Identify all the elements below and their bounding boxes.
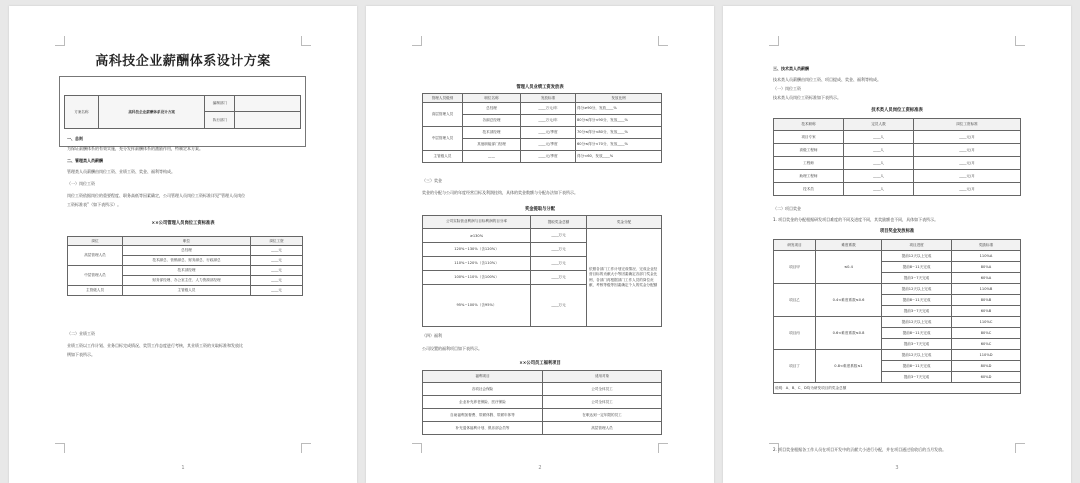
table-row (774, 144, 1021, 157)
table-row (423, 422, 662, 435)
table-cell: 60%A (952, 273, 1021, 284)
table-caption: 奖金提取与分配 (524, 207, 556, 212)
margin-mark (769, 36, 779, 46)
table-cell: ____人 (844, 131, 914, 144)
info-key: 方案名称 (65, 96, 99, 129)
info-value[interactable] (235, 112, 301, 129)
table-cell: 项目乙 (774, 284, 816, 317)
table-cell: ____元 (251, 276, 303, 286)
column-header: 职位 (123, 237, 251, 246)
table-cell: ____万元 (531, 257, 587, 271)
table-cell: 提前12天以上完成 (882, 284, 952, 295)
paragraph: 为保证薪酬体系的有效实施，充分发挥薪酬体系的激励作用，特制定本方案。 (67, 146, 203, 151)
bonus-table (422, 215, 662, 327)
table-row (423, 151, 662, 163)
column-header: 发放比例 (576, 94, 662, 103)
margin-mark (412, 36, 422, 46)
table-cell: ____元 (251, 256, 303, 266)
table-cell: 提前8~11天完成 (882, 295, 952, 306)
column-header: 奖金分配 (587, 216, 662, 229)
table-cell: ≤0.4 (816, 251, 882, 284)
table-cell: 自助福利加餐费、带薪休假、带薪年休等 (423, 409, 543, 422)
table-cell: 主管级人员 (68, 286, 123, 296)
column-header: 技术职称 (774, 119, 844, 131)
table-row (423, 383, 662, 396)
table-cell: ____万元/年 (521, 103, 576, 115)
table-cell: 提前12天以上完成 (882, 251, 952, 262)
subsection-heading: （三）奖金 (422, 178, 442, 183)
section-heading: 三、技术类人员薪酬 (773, 66, 809, 71)
table-cell: 项目丁 (774, 350, 816, 383)
table-cell: 110%~120%（含110%） (423, 257, 531, 271)
table-cell: 各副总经理 (463, 115, 521, 127)
subsection-heading: （一）岗位工资 (773, 86, 801, 91)
paragraph: 管理类人员薪酬由岗位工资、业绩工资、奖金、福利等构成。 (67, 169, 175, 174)
table-cell: ____人 (844, 170, 914, 183)
document-page-1 (9, 6, 357, 483)
table-cell: 提前12天以上完成 (882, 350, 952, 361)
table-cell: 技术副总、营销副总、财务副总、行政副总 (123, 256, 251, 266)
column-header: 公司实际营业利润与目标利润的百分率 (423, 216, 531, 229)
paragraph: 业绩工资以工作计划、业务目标完成情况、奖罚工作态度进行考核，其业绩工资的支取标准和发放比 (67, 343, 243, 348)
table-row (774, 157, 1021, 170)
table-cell: 0.6<难度系数≤0.8 (816, 317, 882, 350)
table-caption: 管理人员业绩工资发放表 (516, 85, 564, 90)
table-cell: 95%~100%（含95%） (423, 285, 531, 327)
table-cell: 提前8~11天完成 (882, 361, 952, 372)
table-cell: 80%C (952, 328, 1021, 339)
document-title: 高科技企业薪酬体系设计方案 (95, 54, 271, 69)
tech-salary-table (773, 118, 1021, 196)
margin-mark (412, 443, 422, 453)
info-value: 高科技企业薪酬体系设计方案 (98, 96, 205, 129)
table-cell: ____万元/年 (521, 115, 576, 127)
table-cell: ____人 (844, 157, 914, 170)
table-cell: 项目甲 (774, 251, 816, 284)
table-cell: ____万元 (531, 229, 587, 243)
document-page-2 (366, 6, 714, 483)
info-value[interactable] (235, 96, 301, 112)
paragraph: 岗位工资依据岗位的重要程度、职务高低等因素确定，公司管理人员岗位工资标准详见“管理人员岗位 (67, 193, 246, 198)
table-cell: ____元 (251, 266, 303, 276)
page-number: 1 (181, 465, 185, 471)
table-cell: 提前8~11天完成 (882, 328, 952, 339)
table-cell: 企业补充养老保险、医疗保险 (423, 396, 543, 409)
column-header: 福利项目 (423, 371, 543, 383)
table-cell: ____元/季度 (521, 139, 576, 151)
table-cell: 80分≤得分<90分，发放____% (576, 115, 662, 127)
table-row (423, 127, 662, 139)
margin-mark (658, 36, 668, 46)
margin-mark (301, 443, 311, 453)
table-cell: 70分≤得分<80分，发放____% (576, 127, 662, 139)
info-key: 编制部门 (205, 96, 235, 112)
table-cell: 提前3~7天完成 (882, 339, 952, 350)
table-cell: 公司全体员工 (543, 396, 662, 409)
table-cell: 补充退休福利计划、俱乐部会员等 (423, 422, 543, 435)
table-cell: ____元 (251, 246, 303, 256)
column-header: 岗位工资标准 (914, 119, 1021, 131)
table-cell: ____元/季度 (521, 151, 576, 163)
table-cell: ____万元 (531, 285, 587, 327)
column-header: 项目进度 (882, 240, 952, 251)
table-cell: 工程师 (774, 157, 844, 170)
table-cell: 60分≤得分<70分，发放____% (576, 139, 662, 151)
paragraph: 工资标准表”（如下表所示）。 (67, 202, 122, 207)
table-cell: 110%D (952, 350, 1021, 361)
table-cell: ____元/月 (914, 144, 1021, 157)
table-cell: 提前12天以上完成 (882, 317, 952, 328)
table-cell: 项目丙 (774, 317, 816, 350)
section-heading: 二、管理类人员薪酬 (67, 158, 103, 163)
table-row (423, 103, 662, 115)
table-cell: 主管级人员 (123, 286, 251, 296)
subsection-heading: （二）业绩工资 (67, 331, 95, 336)
table-cell: ____元 (251, 286, 303, 296)
column-header: 定员人数 (844, 119, 914, 131)
table-cell: 提前3~7天完成 (882, 273, 952, 284)
paragraph: 技术类人员薪酬由岗位工资、项目提成、奖金、福利等构成。 (773, 77, 881, 82)
document-page-3 (723, 6, 1071, 483)
table-cell: 项目专家 (774, 131, 844, 144)
table-cell: 高级工程师 (774, 144, 844, 157)
table-row (68, 286, 303, 296)
table-cell: 财务部经理、办公室主任、人力资源部经理 (123, 276, 251, 286)
table-cell: 主管级人员 (423, 151, 463, 163)
table-row (423, 229, 662, 243)
table-cell: 高层管理人员 (423, 103, 463, 127)
table-cell: 在职达到一定年限的员工 (543, 409, 662, 422)
table-caption: 技术类人员岗位工资标准表 (871, 108, 923, 113)
table-cell: 80%A (952, 262, 1021, 273)
column-header: 职位名称 (463, 94, 521, 103)
table-cell: ____元/月 (914, 183, 1021, 196)
table-cell: 技术员 (774, 183, 844, 196)
table-cell: 其他职能部门经理 (463, 139, 521, 151)
table-cell: 提前3~7天完成 (882, 372, 952, 383)
paragraph: 例如下表所示。 (67, 352, 95, 357)
table-cell: 120%~130%（含120%） (423, 243, 531, 257)
management-salary-table (67, 236, 303, 296)
table-cell: 110%B (952, 284, 1021, 295)
table-cell: ____万元 (531, 243, 587, 257)
table-row (68, 266, 303, 276)
table-cell: 公司全体员工 (543, 383, 662, 396)
table-row (774, 317, 1021, 328)
table-caption: ××公司管理人员岗位工资标准表 (151, 221, 215, 226)
table-row (774, 383, 1021, 394)
subsection-heading: （四）福利 (422, 333, 442, 338)
subsection-heading: （二）项目奖金 (773, 206, 801, 211)
margin-mark (1015, 443, 1025, 453)
paragraph: 技术类人员岗位工资标准如下表所示。 (773, 95, 841, 100)
table-row (423, 409, 662, 422)
table-cell: 依照各部门工作计划完成情况、完成企业经营目标的贡献大小等因素确定各部门奖金比例，各部门再根据部门工作人员的岗位贡献、考核等级等因素确定个人的奖金分配额 (587, 229, 662, 327)
subsection-heading: （一）岗位工资 (67, 181, 95, 186)
paragraph: 1. 项目奖金的分配根据研发项目难度的不同及进度不同，其奖励额也不同，具体如下表所示。 (773, 217, 939, 222)
table-cell: ____元/月 (914, 170, 1021, 183)
table-cell: 得分≥90分，发放____% (576, 103, 662, 115)
table-cell: 得分<60，发放____% (576, 151, 662, 163)
margin-mark (301, 36, 311, 46)
table-cell: 110%A (952, 251, 1021, 262)
table-cell: 技术部经理 (123, 266, 251, 276)
column-header: 适用对象 (543, 371, 662, 383)
table-cell: ____人 (844, 183, 914, 196)
table-row (774, 284, 1021, 295)
table-cell: 60%C (952, 339, 1021, 350)
column-header: 难度系数 (816, 240, 882, 251)
table-cell: —— (463, 151, 521, 163)
table-cell: 技术部经理 (463, 127, 521, 139)
table-row (774, 170, 1021, 183)
column-header: 发放标准 (521, 94, 576, 103)
table-caption: 项目奖金发放标准 (879, 229, 915, 234)
column-header: 奖励标准 (952, 240, 1021, 251)
column-header: 提取奖金总额 (531, 216, 587, 229)
info-key: 执行部门 (205, 112, 235, 129)
table-cell: ≥130% (423, 229, 531, 243)
margin-mark (55, 443, 65, 453)
table-caption: ××公司员工福利项目 (519, 361, 561, 366)
table-cell: ____元/季度 (521, 127, 576, 139)
table-cell: 60%B (952, 306, 1021, 317)
paragraph: 2. 项目奖金根据各工作人员在项目开发中的贡献大小进行分配，并在项目通过验收后的当月发放。 (773, 447, 947, 452)
table-cell: 高层管理人员 (68, 246, 123, 266)
column-header: 岗位工资 (251, 237, 303, 246)
margin-mark (55, 36, 65, 46)
table-cell: 中层管理人员 (423, 127, 463, 151)
table-cell: 0.4<难度系数≤0.6 (816, 284, 882, 317)
table-row (774, 350, 1021, 361)
project-bonus-table (773, 239, 1021, 394)
table-cell: 助理工程师 (774, 170, 844, 183)
table-cell: 0.8<难度系数≤1 (816, 350, 882, 383)
table-cell: 中层管理人员 (68, 266, 123, 286)
table-row (423, 396, 662, 409)
margin-mark (1015, 36, 1025, 46)
table-cell: 总经理 (463, 103, 521, 115)
table-row (774, 131, 1021, 144)
paragraph: 奖金的分配与公司的年度经营目标及利润挂钩，具体的奖金数额与分配办法如下表所示。 (422, 190, 578, 195)
table-cell: 提前3~7天完成 (882, 306, 952, 317)
paragraph: 公司设置的福利项目如下表所示。 (422, 346, 482, 351)
table-cell: ____元/月 (914, 157, 1021, 170)
table-cell: ____元/月 (914, 131, 1021, 144)
table-row (774, 251, 1021, 262)
table-cell: 80%B (952, 295, 1021, 306)
column-header: 岗位 (68, 237, 123, 246)
welfare-table (422, 370, 662, 435)
table-cell: 60%D (952, 372, 1021, 383)
table-cell: ____万元 (531, 271, 587, 285)
page-number: 2 (538, 465, 542, 471)
table-cell: 总经理 (123, 246, 251, 256)
table-note: 说明：A、B、C、D均为研发项目的奖金总额 (774, 383, 1021, 394)
column-header: 管理人员级别 (423, 94, 463, 103)
section-heading: 一、总则 (67, 136, 83, 141)
table-cell: 提前8~11天完成 (882, 262, 952, 273)
column-header: 研发项目 (774, 240, 816, 251)
table-row (774, 183, 1021, 196)
table-row (68, 246, 303, 256)
table-cell: 110%C (952, 317, 1021, 328)
table-cell: 高层管理人员 (543, 422, 662, 435)
performance-pay-table (422, 93, 662, 163)
table-cell: 100%~110%（含100%） (423, 271, 531, 285)
table-cell: 各项社会保险 (423, 383, 543, 396)
table-cell: 80%D (952, 361, 1021, 372)
margin-mark (658, 443, 668, 453)
page-number: 3 (895, 465, 899, 471)
table-cell: ____人 (844, 144, 914, 157)
info-table (64, 95, 301, 129)
